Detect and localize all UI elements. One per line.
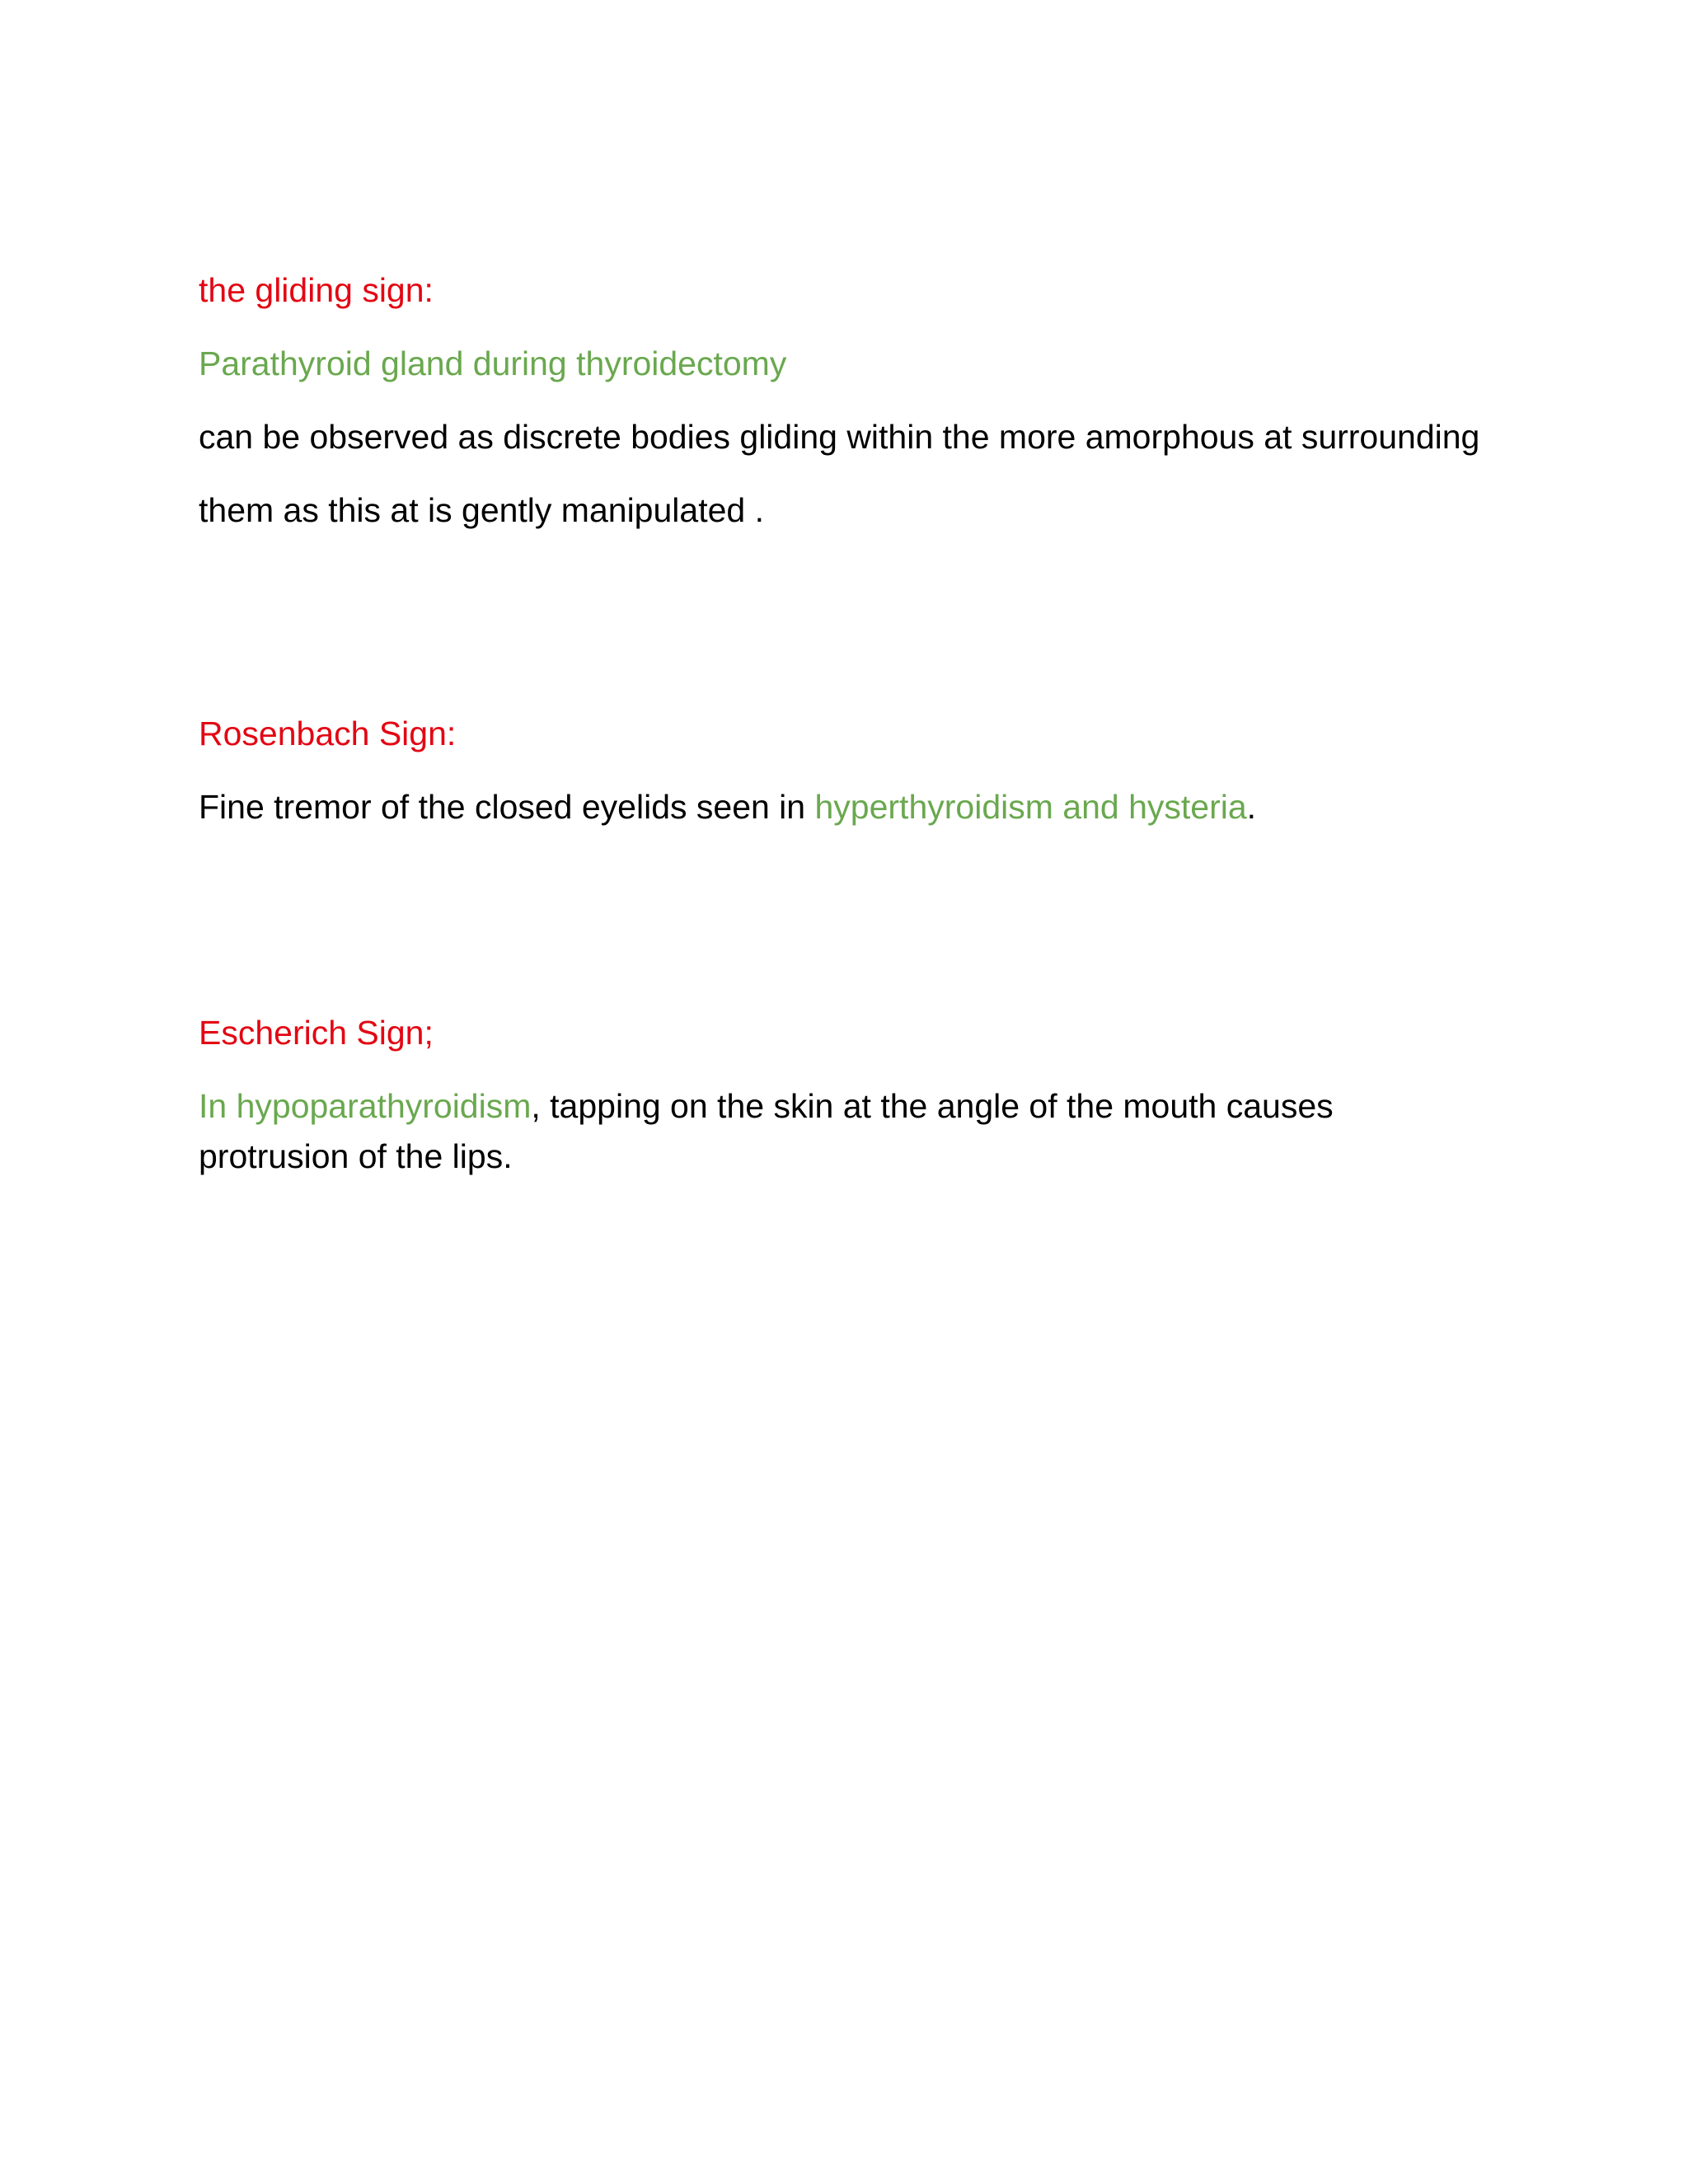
highlight-text: hyperthyroidism and hysteria (814, 788, 1247, 826)
body-text (199, 1081, 1484, 1182)
document-content (199, 265, 1484, 1205)
section-rosenbach-sign (199, 709, 1484, 832)
body-text-span: , tapping on the skin at the angle of the mouth causes protrusion of the lips. (199, 1087, 1334, 1175)
body-text-span: Fine tremor of the closed eyelids seen in (199, 788, 815, 826)
section-gliding-sign (199, 265, 1484, 536)
body-text (199, 782, 1484, 832)
body-text-span: . (1246, 788, 1257, 826)
section-heading: Escherich Sign; (199, 1014, 434, 1052)
spacer (199, 559, 1484, 709)
section-escherich-sign (199, 1008, 1484, 1182)
spacer (199, 855, 1484, 1008)
highlight-text: In hypoparathyroidism (199, 1087, 532, 1125)
body-text: can be observed as discrete bodies gliding within the more amorphous at surrounding (199, 418, 1480, 456)
section-heading: Rosenbach Sign: (199, 715, 457, 752)
body-text: them as this at is gently manipulated . (199, 491, 764, 529)
section-subheading: Parathyroid gland during thyroidectomy (199, 344, 787, 382)
section-heading: the gliding sign: (199, 271, 434, 309)
